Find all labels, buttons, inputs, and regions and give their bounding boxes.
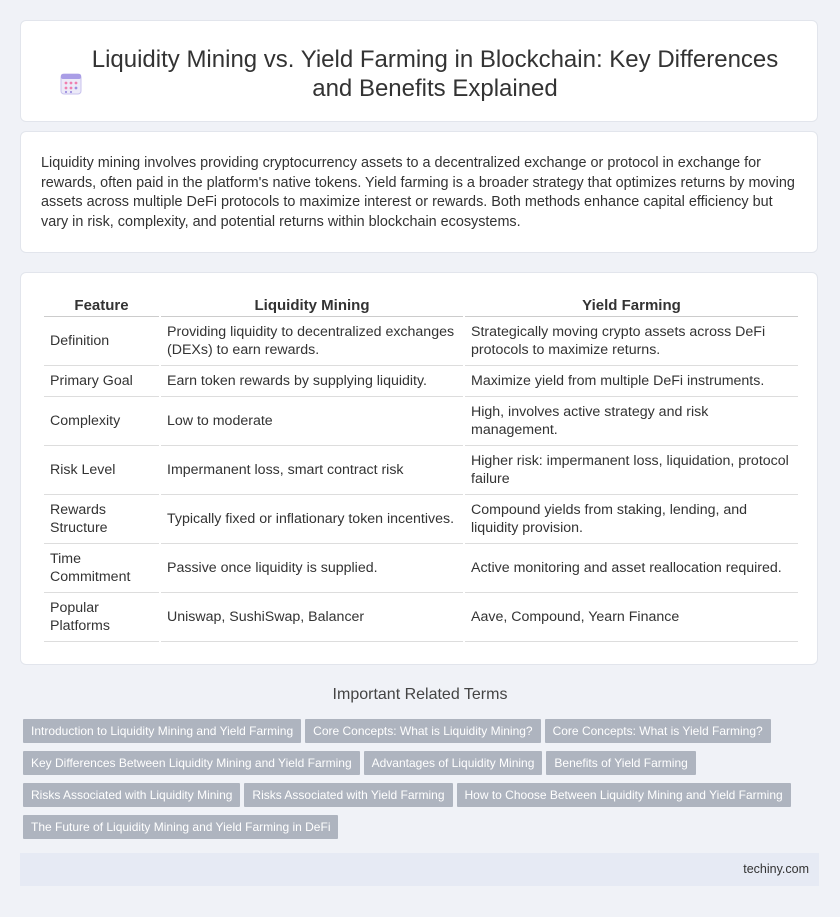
- liquidity-mining-cell: Providing liquidity to decentralized exchanges (DEXs) to earn rewards.: [161, 317, 463, 366]
- feature-cell: Rewards Structure: [44, 495, 159, 544]
- page-title: Liquidity Mining vs. Yield Farming in Blockchain: Key Differences and Benefits Explained: [91, 46, 779, 102]
- related-tag[interactable]: Key Differences Between Liquidity Mining and Yield Farming: [23, 751, 360, 775]
- feature-cell: Primary Goal: [44, 366, 159, 397]
- table-row: [44, 366, 798, 397]
- table-row: [44, 544, 798, 593]
- feature-cell: Time Commitment: [44, 544, 159, 593]
- intro-paragraph: Liquidity mining involves providing cryptocurrency assets to a decentralized exchange or protocol in exchange for rewards, often paid in the platform's native tokens. Yield farming is a broader strategy that optimizes returns by moving assets across multiple DeFi protocols to maximize interest or rewards. Both methods enhance capital efficiency but vary in risk, complexity, and potential returns within blockchain ecosystems.: [41, 155, 795, 230]
- related-tag[interactable]: Core Concepts: What is Liquidity Mining?: [305, 719, 540, 743]
- related-tag[interactable]: Risks Associated with Yield Farming: [244, 783, 452, 807]
- feature-cell: Risk Level: [44, 446, 159, 495]
- header-yield-farming: Yield Farming: [465, 295, 798, 317]
- feature-cell: Complexity: [44, 397, 159, 446]
- header-liquidity-mining: Liquidity Mining: [161, 295, 463, 317]
- footer: [20, 853, 819, 886]
- related-terms-list: [23, 719, 813, 847]
- related-tag[interactable]: Advantages of Liquidity Mining: [364, 751, 543, 775]
- calendar-grid-icon: [58, 71, 84, 97]
- liquidity-mining-cell: Impermanent loss, smart contract risk: [161, 446, 463, 495]
- table-row: [44, 593, 798, 642]
- header-feature: Feature: [44, 295, 159, 317]
- related-terms-heading: Important Related Terms: [332, 686, 508, 703]
- liquidity-mining-cell: Earn token rewards by supplying liquidity.: [161, 366, 463, 397]
- liquidity-mining-cell: Low to moderate: [161, 397, 463, 446]
- feature-cell: Popular Platforms: [44, 593, 159, 642]
- table-row: [44, 317, 798, 366]
- yield-farming-cell: Strategically moving crypto assets across DeFi protocols to maximize returns.: [465, 317, 798, 366]
- yield-farming-cell: Maximize yield from multiple DeFi instruments.: [465, 366, 798, 397]
- intro-card: [20, 131, 818, 253]
- related-tag[interactable]: Benefits of Yield Farming: [546, 751, 695, 775]
- comparison-card: [20, 272, 818, 665]
- related-tag[interactable]: Introduction to Liquidity Mining and Yield Farming: [23, 719, 301, 743]
- table-header-row: [44, 295, 798, 317]
- footer-site-link[interactable]: techiny.com: [743, 862, 809, 876]
- table-row: [44, 446, 798, 495]
- yield-farming-cell: Compound yields from staking, lending, and liquidity provision.: [465, 495, 798, 544]
- related-tag[interactable]: How to Choose Between Liquidity Mining and Yield Farming: [457, 783, 791, 807]
- liquidity-mining-cell: Uniswap, SushiSwap, Balancer: [161, 593, 463, 642]
- title-card: [20, 20, 818, 122]
- comparison-table: [42, 295, 800, 642]
- yield-farming-cell: High, involves active strategy and risk management.: [465, 397, 798, 446]
- yield-farming-cell: Higher risk: impermanent loss, liquidation, protocol failure: [465, 446, 798, 495]
- yield-farming-cell: Aave, Compound, Yearn Finance: [465, 593, 798, 642]
- related-tag[interactable]: Core Concepts: What is Yield Farming?: [545, 719, 771, 743]
- table-row: [44, 495, 798, 544]
- table-row: [44, 397, 798, 446]
- feature-cell: Definition: [44, 317, 159, 366]
- related-tag[interactable]: The Future of Liquidity Mining and Yield Farming in DeFi: [23, 815, 338, 839]
- related-tag[interactable]: Risks Associated with Liquidity Mining: [23, 783, 240, 807]
- yield-farming-cell: Active monitoring and asset reallocation required.: [465, 544, 798, 593]
- liquidity-mining-cell: Typically fixed or inflationary token incentives.: [161, 495, 463, 544]
- liquidity-mining-cell: Passive once liquidity is supplied.: [161, 544, 463, 593]
